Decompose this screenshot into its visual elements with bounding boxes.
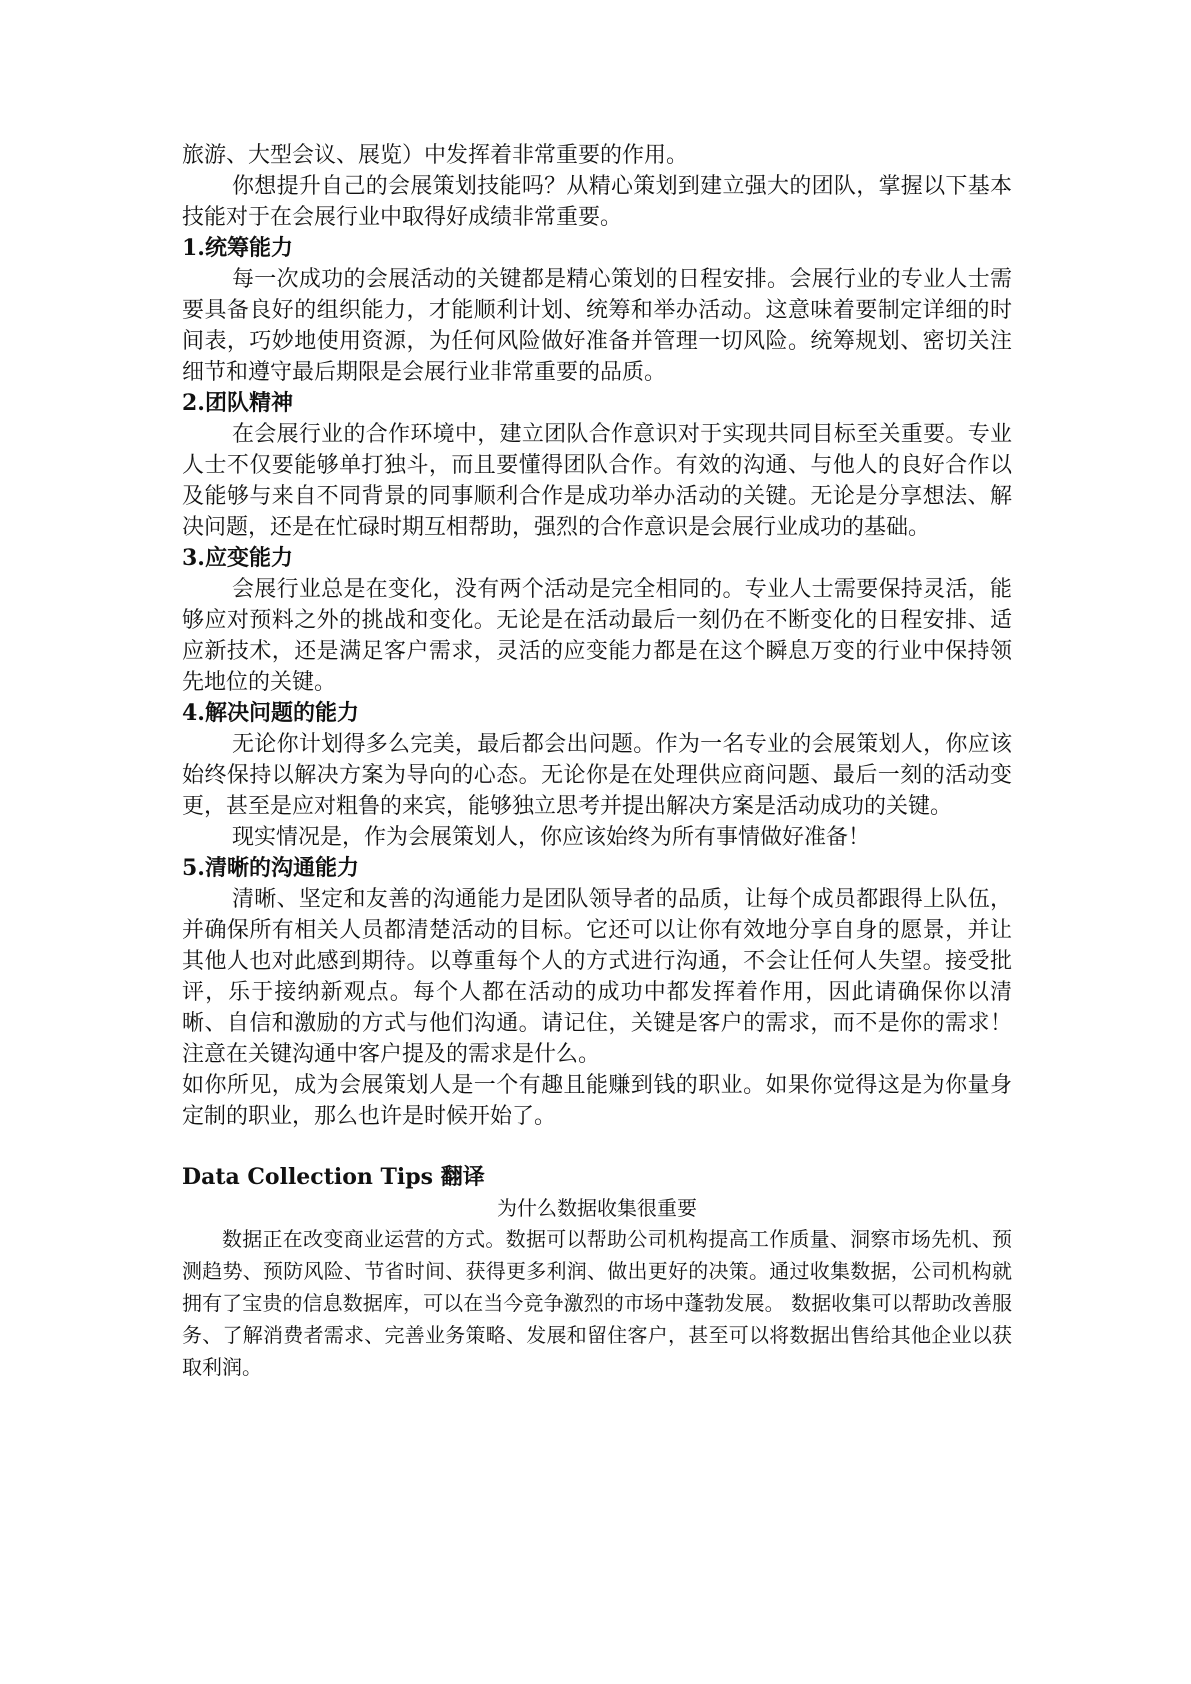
heading-coordination: 1.统筹能力: [182, 235, 293, 261]
document-page: [182, 140, 1012, 1383]
paragraph-reality: 现实情况是，作为会展策划人，你应该始终为所有事情做好准备！: [232, 825, 871, 850]
paragraph-communication: 清晰、坚定和友善的沟通能力是团队领导者的品质，让每个成员都跟得上队伍，并确保所有相关人员都清楚活动的目标。它还可以让你有效地分享自身的愿景，并让其他人也对此感到期待。以尊重每个人的方式进行沟通，不会让任何人失望。接受批评，乐于接纳新观点。每个人都在活动的成功中都发挥着作用，因此请确保你以清晰、自信和激励的方式与他们沟通。请记住，关键是客户的需求，而不是你的需求！注意在关键沟通中客户提及的需求是什么。: [182, 887, 1012, 1067]
paragraph-conclusion: 如你所见，成为会展策划人是一个有趣且能赚到钱的职业。如果你觉得这是为你量身定制的职业，那么也许是时候开始了。: [182, 1073, 1012, 1129]
heading-teamwork: 2.团队精神: [182, 390, 293, 416]
heading-adaptability: 3.应变能力: [182, 545, 293, 571]
paragraph-intro-continued: 旅游、大型会议、展览）中发挥着非常重要的作用。: [182, 143, 689, 168]
section-body: 数据正在改变商业运营的方式。数据可以帮助公司机构提高工作质量、洞察市场先机、预测趋势、预防风险、节省时间、获得更多利润、做出更好的决策。通过收集数据，公司机构就拥有了宝贵的信息数据库，可以在当今竞争激烈的市场中蓬勃发展。 数据收集可以帮助改善服务、了解消费者需求、完善业务策略、发展和留住客户，甚至可以将数据出售给其他企业以获取利润。: [182, 1227, 1012, 1379]
section-title: Data Collection Tips 翻译: [182, 1164, 485, 1190]
heading-problem-solving: 4.解决问题的能力: [182, 700, 359, 726]
section-spacer: [182, 1132, 1012, 1162]
paragraph-adaptability: 会展行业总是在变化，没有两个活动是完全相同的。专业人士需要保持灵活，能够应对预料之外的挑战和变化。无论是在活动最后一刻仍在不断变化的日程安排、适应新技术，还是满足客户需求，灵活的应变能力都是在这个瞬息万变的行业中保持领先地位的关键。: [182, 577, 1012, 695]
paragraph-teamwork: 在会展行业的合作环境中，建立团队合作意识对于实现共同目标至关重要。专业人士不仅要能够单打独斗，而且要懂得团队合作。有效的沟通、与他人的良好合作以及能够与来自不同背景的同事顺利合作是成功举办活动的关键。无论是分享想法、解决问题，还是在忙碌时期互相帮助，强烈的合作意识是会展行业成功的基础。: [182, 422, 1012, 540]
heading-communication: 5.清晰的沟通能力: [182, 855, 359, 881]
paragraph-coordination: 每一次成功的会展活动的关键都是精心策划的日程安排。会展行业的专业人士需要具备良好的组织能力，才能顺利计划、统筹和举办活动。这意味着要制定详细的时间表，巧妙地使用资源，为任何风险做好准备并管理一切风险。统筹规划、密切关注细节和遵守最后期限是会展行业非常重要的品质。: [182, 267, 1012, 385]
article-body: [182, 140, 1012, 1132]
paragraph-problem-solving: 无论你计划得多么完美，最后都会出问题。作为一名专业的会展策划人，你应该始终保持以解决方案为导向的心态。无论你是在处理供应商问题、最后一刻的活动变更，甚至是应对粗鲁的来宾，能够独立思考并提出解决方案是活动成功的关键。: [182, 732, 1012, 819]
paragraph-intro: 你想提升自己的会展策划技能吗？从精心策划到建立强大的团队，掌握以下基本技能对于在会展行业中取得好成绩非常重要。: [182, 174, 1012, 230]
section-data-collection: [182, 1162, 1012, 1383]
section-subtitle: 为什么数据收集很重要: [497, 1196, 697, 1220]
